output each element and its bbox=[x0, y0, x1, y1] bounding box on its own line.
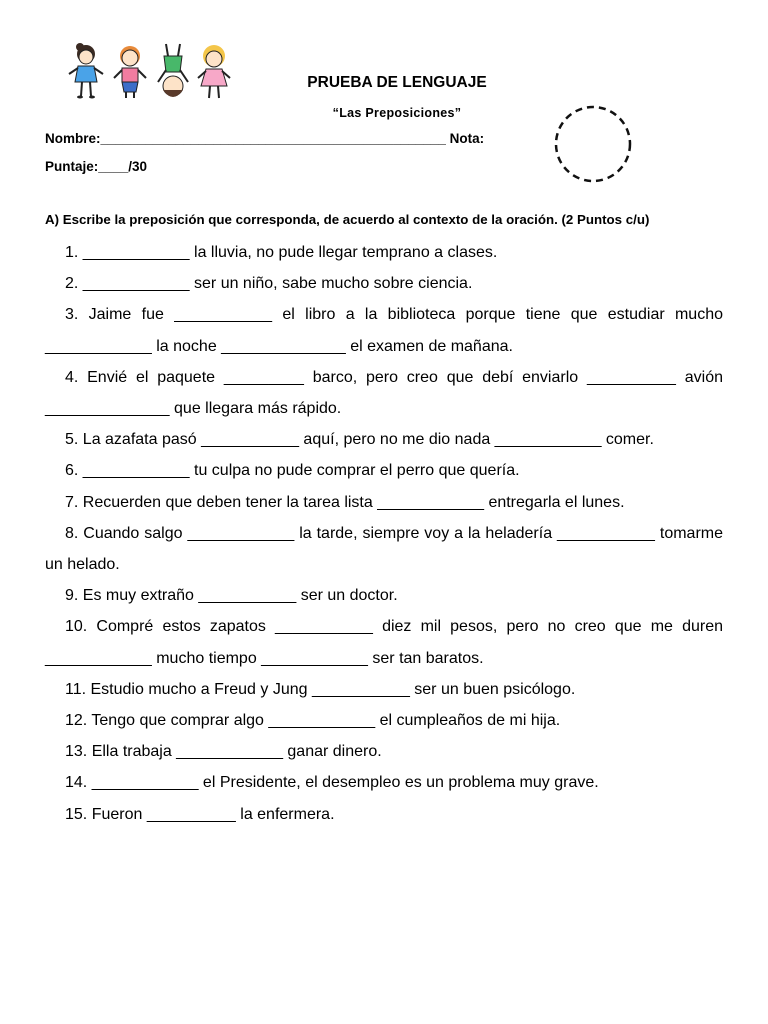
question-item: 9. Es muy extraño ___________ ser un doctor. bbox=[65, 587, 398, 605]
kids-clipart-icon bbox=[64, 42, 236, 104]
question-item: 7. Recuerden que deben tener la tarea lista ____________ entregarla el lunes. bbox=[65, 493, 625, 511]
question-item: 4. Envié el paquete _________ barco, pero creo que debí enviarlo __________ avión ______________ que llegara más rápido. bbox=[45, 368, 723, 418]
question-item: 1. ____________ la lluvia, no pude llegar temprano a clases. bbox=[65, 244, 498, 261]
question-item: 3. Jaime fue ___________ el libro a la biblioteca porque tiene que estudiar mucho ____________ la noche ______________ el examen de mañana. bbox=[45, 306, 723, 355]
question-item: 6. ____________ tu culpa no pude comprar el perro que quería. bbox=[65, 462, 520, 480]
questions-list bbox=[45, 237, 723, 830]
question-item: 10. Compré estos zapatos ___________ diez mil pesos, pero no creo que me duren ____________ mucho tiempo ____________ ser tan baratos. bbox=[45, 618, 723, 667]
question-item: 13. Ella trabaja ____________ ganar dinero. bbox=[65, 743, 382, 761]
name-field-line: Nombre:______________________________________________ Nota: bbox=[45, 131, 485, 146]
section-instruction: A) Escribe la preposición que corresponda, de acuerdo al contexto de la oración. (2 Puntos c/u) bbox=[45, 212, 650, 227]
question-item: 2. ____________ ser un niño, sabe mucho sobre ciencia. bbox=[65, 275, 473, 293]
grade-circle-icon bbox=[554, 105, 632, 183]
question-item: 15. Fueron __________ la enfermera. bbox=[65, 805, 335, 823]
page-title: PRUEBA DE LENGUAJE bbox=[307, 74, 487, 91]
question-item: 14. ____________ el Presidente, el desempleo es un problema muy grave. bbox=[65, 774, 599, 792]
question-item: 5. La azafata pasó ___________ aquí, pero no me dio nada ____________ comer. bbox=[65, 431, 654, 449]
question-item: 12. Tengo que comprar algo ____________ el cumpleaños de mi hija. bbox=[65, 712, 561, 730]
page-subtitle: “Las Preposiciones” bbox=[332, 106, 462, 120]
question-item: 11. Estudio mucho a Freud y Jung ___________ ser un buen psicólogo. bbox=[65, 680, 576, 698]
score-field-line: Puntaje:____/30 bbox=[45, 159, 148, 174]
question-item: 8. Cuando salgo ____________ la tarde, siempre voy a la heladería ___________ tomarme un helado. bbox=[45, 524, 723, 574]
